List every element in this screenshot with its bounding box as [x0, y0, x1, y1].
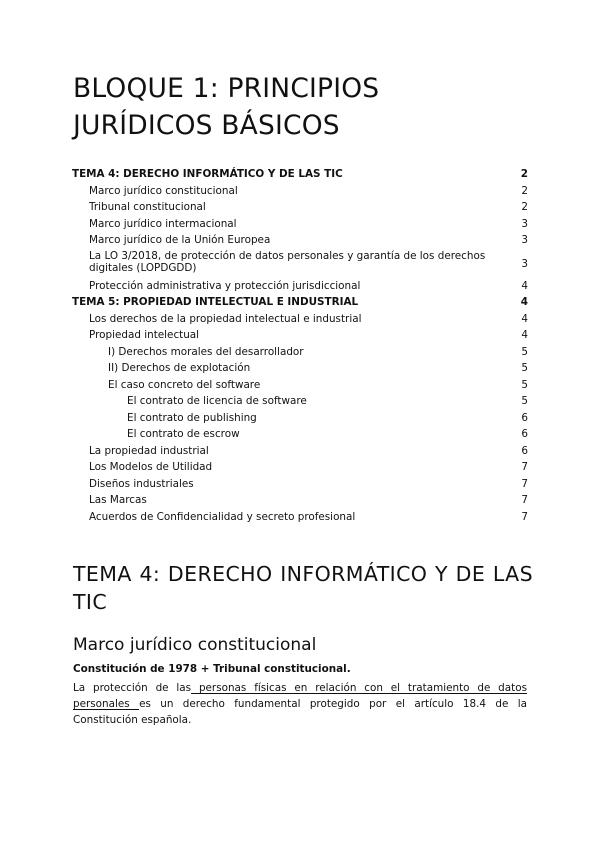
- toc-entry-page: 4: [521, 329, 528, 341]
- table-of-contents: [72, 166, 528, 525]
- toc-entry-title: TEMA 4: DERECHO INFORMÁTICO Y DE LAS TIC: [72, 168, 343, 180]
- toc-entry-title: El caso concreto del software: [108, 378, 261, 391]
- toc-entry-page: 3: [521, 257, 528, 270]
- section-heading: [73, 560, 533, 616]
- toc-entry-page: 2: [520, 168, 528, 180]
- toc-entry[interactable]: [72, 183, 528, 200]
- toc-entry-title: Las Marcas: [89, 494, 147, 506]
- toc-entry-page: 4: [521, 312, 528, 325]
- toc-entry[interactable]: [72, 360, 528, 377]
- toc-entry-page: 3: [521, 234, 528, 246]
- toc-entry-title: Diseños industriales: [89, 477, 194, 490]
- toc-entry-title: El contrato de licencia de software: [127, 395, 307, 407]
- toc-entry[interactable]: [72, 216, 528, 233]
- toc-entry[interactable]: [72, 492, 528, 509]
- toc-entry[interactable]: [72, 509, 528, 526]
- toc-entry[interactable]: [72, 344, 528, 361]
- toc-entry[interactable]: [72, 311, 528, 328]
- toc-entry-page: 6: [521, 428, 528, 440]
- document-title: [73, 70, 533, 144]
- toc-entry-title: El contrato de escrow: [127, 428, 240, 440]
- toc-entry-title: TEMA 5: PROPIEDAD INTELECTUAL E INDUSTRIAL: [72, 296, 359, 308]
- toc-entry-page: 7: [521, 461, 528, 473]
- toc-entry-page: 2: [521, 184, 528, 197]
- toc-entry[interactable]: [72, 426, 528, 443]
- toc-entry[interactable]: [72, 410, 528, 427]
- toc-entry[interactable]: [72, 327, 528, 344]
- toc-entry[interactable]: [72, 459, 528, 476]
- section-heading-line: TIC: [73, 590, 108, 614]
- paragraph-text: es un derecho fundamental protegido por el artículo 18.4 de la Constitución española.: [73, 698, 528, 726]
- toc-entry-page: 7: [521, 510, 528, 523]
- toc-entry[interactable]: [72, 199, 528, 216]
- toc-entry-title: El contrato de publishing: [127, 411, 257, 424]
- toc-entry[interactable]: [72, 294, 528, 311]
- toc-entry-page: 2: [521, 201, 528, 213]
- document-title-line: BLOQUE 1: PRINCIPIOS: [73, 73, 380, 104]
- toc-entry-page: 4: [520, 296, 528, 308]
- toc-entry-title: Marco jurídico constitucional: [89, 184, 238, 197]
- toc-entry[interactable]: [72, 377, 528, 394]
- paragraph-text: La protección de las: [73, 682, 192, 694]
- toc-entry[interactable]: [72, 443, 528, 460]
- document-title-line: JURÍDICOS BÁSICOS: [73, 110, 340, 141]
- toc-entry-title: Los Modelos de Utilidad: [89, 461, 213, 473]
- toc-entry-page: 7: [521, 477, 528, 490]
- toc-entry-page: 5: [521, 395, 528, 407]
- toc-entry-title: Propiedad intelectual: [89, 329, 200, 341]
- toc-entry[interactable]: [72, 232, 528, 249]
- toc-entry[interactable]: [72, 278, 528, 295]
- toc-entry-title: I) Derechos morales del desarrollador: [108, 345, 304, 358]
- toc-entry-title: Marco jurídico de la Unión Europea: [89, 234, 271, 246]
- body-paragraph: [73, 680, 527, 728]
- toc-entry-title: Protección administrativa y protección jurisdiccional: [89, 279, 361, 292]
- bold-statement: Constitución de 1978 + Tribunal constitucional.: [73, 663, 351, 675]
- toc-entry-page: 5: [521, 345, 528, 358]
- toc-entry[interactable]: [72, 393, 528, 410]
- subsection-heading: Marco jurídico constitucional: [73, 635, 317, 655]
- toc-entry[interactable]: [72, 166, 528, 183]
- toc-entry[interactable]: [72, 249, 528, 278]
- toc-entry-title: II) Derechos de explotación: [108, 362, 251, 374]
- toc-entry-title: Los derechos de la propiedad intelectual e industrial: [89, 312, 362, 325]
- underlined-text: personas físicas en relación con el tratamiento de datos personales: [73, 682, 527, 710]
- toc-entry-title: Acuerdos de Confidencialidad y secreto profesional: [89, 510, 356, 523]
- toc-entry-page: 4: [521, 279, 528, 292]
- toc-entry-page: 3: [521, 217, 528, 230]
- toc-entry-page: 5: [521, 378, 528, 391]
- toc-entry-page: 6: [521, 411, 528, 424]
- section-heading-line: TEMA 4: DERECHO INFORMÁTICO Y DE LAS: [73, 562, 533, 586]
- toc-entry-title: Marco jurídico intermacional: [89, 217, 237, 230]
- toc-entry-page: 6: [521, 444, 528, 457]
- toc-entry-title: La propiedad industrial: [89, 444, 209, 457]
- toc-entry[interactable]: [72, 476, 528, 493]
- toc-entry-page: 5: [521, 362, 528, 374]
- toc-entry-page: 7: [521, 494, 528, 506]
- toc-entry-title: Tribunal constitucional: [89, 201, 206, 213]
- toc-entry-title: La LO 3/2018, de protección de datos personales y garantía de los derechos digitales (LOPDGDD): [89, 249, 486, 274]
